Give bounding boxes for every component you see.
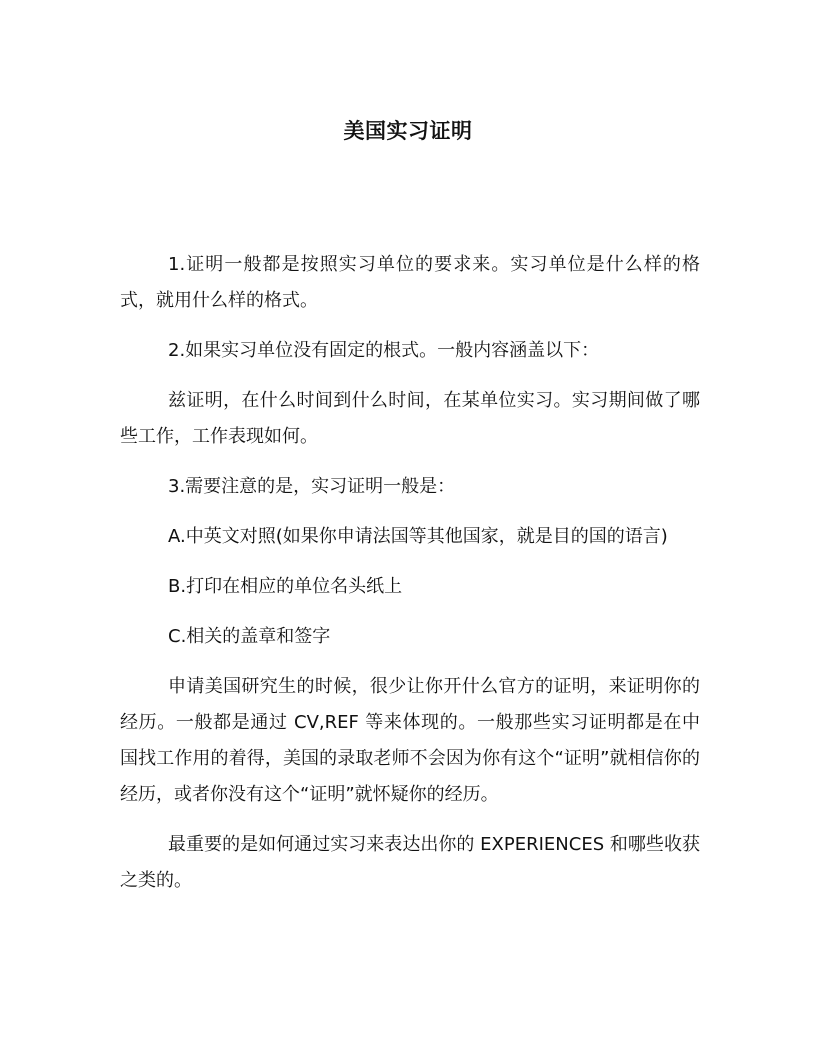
paragraph-3: 兹证明，在什么时间到什么时间，在某单位实习。实习期间做了哪些工作，工作表现如何。 — [120, 390, 700, 447]
paragraph-2: 2.如果实习单位没有固定的根式。一般内容涵盖以下： — [168, 340, 600, 361]
paragraph-8: 申请美国研究生的时候，很少让你开什么官方的证明，来证明你的经历。一般都是通过 CV,REF 等来体现的。一般那些实习证明都是在中国找工作用的着得，美国的录取老师不会因为你有这个“证明”就相信你的经历，或者你没有这个“证明”就怀疑你的经历。 — [120, 676, 700, 805]
paragraph-4: 3.需要注意的是，实习证明一般是： — [168, 476, 456, 497]
paragraph-7: C.相关的盖章和签字 — [168, 626, 331, 647]
paragraph-9: 最重要的是如何通过实习来表达出你的 EXPERIENCES 和哪些收获之类的。 — [120, 834, 700, 891]
paragraph-1: 1.证明一般都是按照实习单位的要求来。实习单位是什么样的格式，就用什么样的格式。 — [120, 254, 700, 311]
document-title: 美国实习证明 — [343, 119, 473, 143]
document-body — [120, 247, 700, 913]
paragraph-6: B.打印在相应的单位名头纸上 — [168, 576, 403, 597]
paragraph-5: A.中英文对照(如果你申请法国等其他国家，就是目的国的语言) — [168, 526, 668, 547]
